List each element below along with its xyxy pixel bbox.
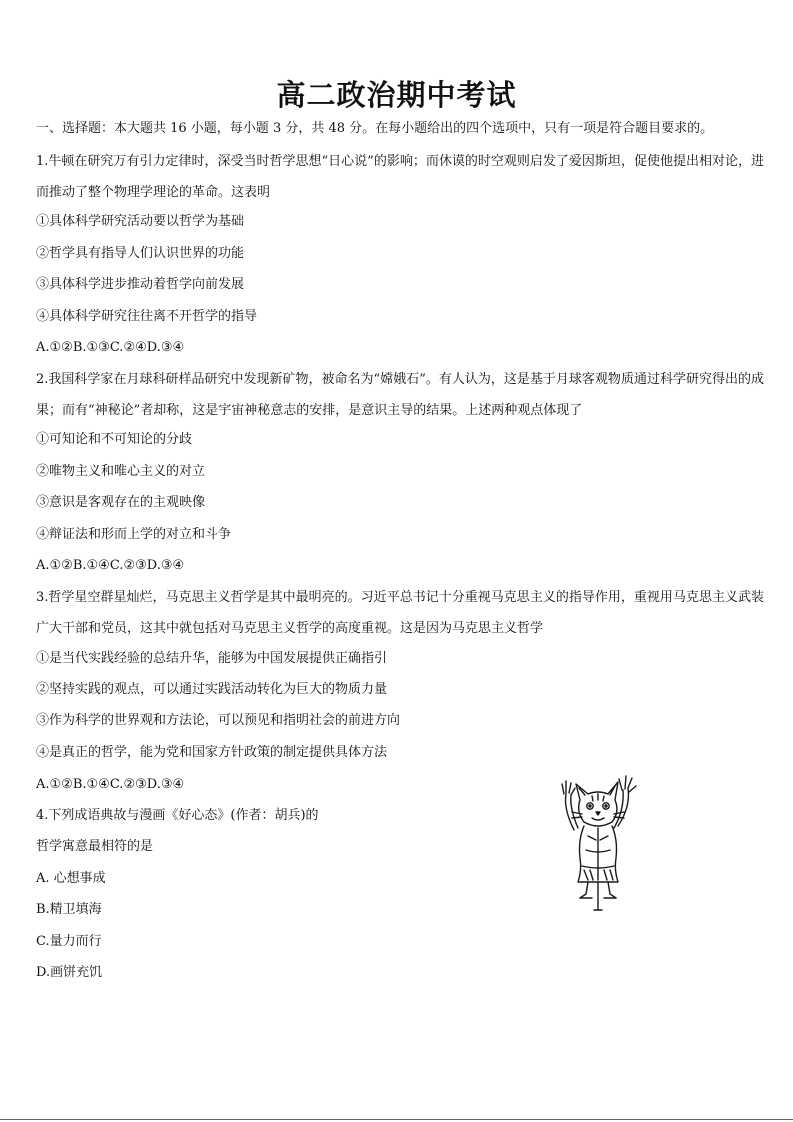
question-3-answer-options: A.①②B.①④C.②③D.③④ bbox=[36, 777, 185, 792]
question-2-stem: 2.我国科学家在月球科研样品研究中发现新矿物，被命名为“嫦娥石”。有人认为，这是基于月球客观物质通过科学研究得出的成果；而有“神秘论”者却称，这是宇宙神秘意志的安排，是意识主导的结果。上述两种观点体现了 bbox=[36, 372, 764, 418]
question-1-statement-2: ②哲学具有指导人们认识世界的功能 bbox=[36, 246, 245, 261]
question-4-stem-line-1: 4.下列成语典故与漫画《好心态》(作者：胡兵)的 bbox=[36, 808, 319, 823]
question-1-statement-3: ③具体科学进步推动着哲学向前发展 bbox=[36, 277, 245, 292]
question-2-statement-2: ②唯物主义和唯心主义的对立 bbox=[36, 464, 206, 479]
exam-title: 高二政治期中考试 bbox=[276, 78, 517, 112]
question-4-stem-line-2: 哲学寓意最相符的是 bbox=[36, 839, 154, 854]
question-3-stem: 3.哲学星空群星灿烂，马克思主义哲学是其中最明亮的。习近平总书记十分重视马克思主义的指导作用，重视用马克思主义武装广大干部和党员，这其中就包括对马克思主义哲学的高度重视。这是因为马克思主义哲学 bbox=[36, 590, 764, 636]
question-3-statement-3: ③作为科学的世界观和方法论，可以预见和指明社会的前进方向 bbox=[36, 713, 401, 728]
question-3-statement-2: ②坚持实践的观点，可以通过实践活动转化为巨大的物质力量 bbox=[36, 682, 388, 697]
question-2-statement-3: ③意识是客观存在的主观映像 bbox=[36, 495, 206, 510]
question-3-statement-1: ①是当代实践经验的总结升华，能够为中国发展提供正确指引 bbox=[36, 651, 388, 666]
question-3-statement-4: ④是真正的哲学，能为党和国家方针政策的制定提供具体方法 bbox=[36, 745, 388, 760]
question-1-statement-1: ①具体科学研究活动要以哲学为基础 bbox=[36, 214, 245, 229]
question-4-option-a: A. 心想事成 bbox=[36, 871, 106, 886]
question-2-statement-4: ④辩证法和形而上学的对立和斗争 bbox=[36, 527, 232, 542]
section-heading: 一、选择题：本大题共 16 小题，每小题 3 分，共 48 分。在每小题给出的四个选项中，只有一项是符合题目要求的。 bbox=[36, 121, 714, 136]
question-2-statement-1: ①可知论和不可知论的分歧 bbox=[36, 432, 193, 447]
question-4-option-d: D.画饼充饥 bbox=[36, 965, 103, 980]
question-1-statement-4: ④具体科学研究往往离不开哲学的指导 bbox=[36, 309, 258, 324]
question-4-option-c: C.量力而行 bbox=[36, 934, 102, 949]
question-1-answer-options: A.①②B.①③C.②④D.③④ bbox=[36, 340, 185, 355]
question-1-stem: 1.牛顿在研究万有引力定律时，深受当时哲学思想“日心说”的影响；而休谟的时空观则启发了爱因斯坦，促使他提出相对论，进而推动了整个物理学理论的革命。这表明 bbox=[36, 154, 764, 200]
question-4-option-b: B.精卫填海 bbox=[36, 902, 102, 917]
question-2-answer-options: A.①②B.①④C.②③D.③④ bbox=[36, 558, 185, 573]
cartoon-illustration bbox=[552, 770, 648, 915]
page-bottom-rule bbox=[0, 1119, 793, 1120]
